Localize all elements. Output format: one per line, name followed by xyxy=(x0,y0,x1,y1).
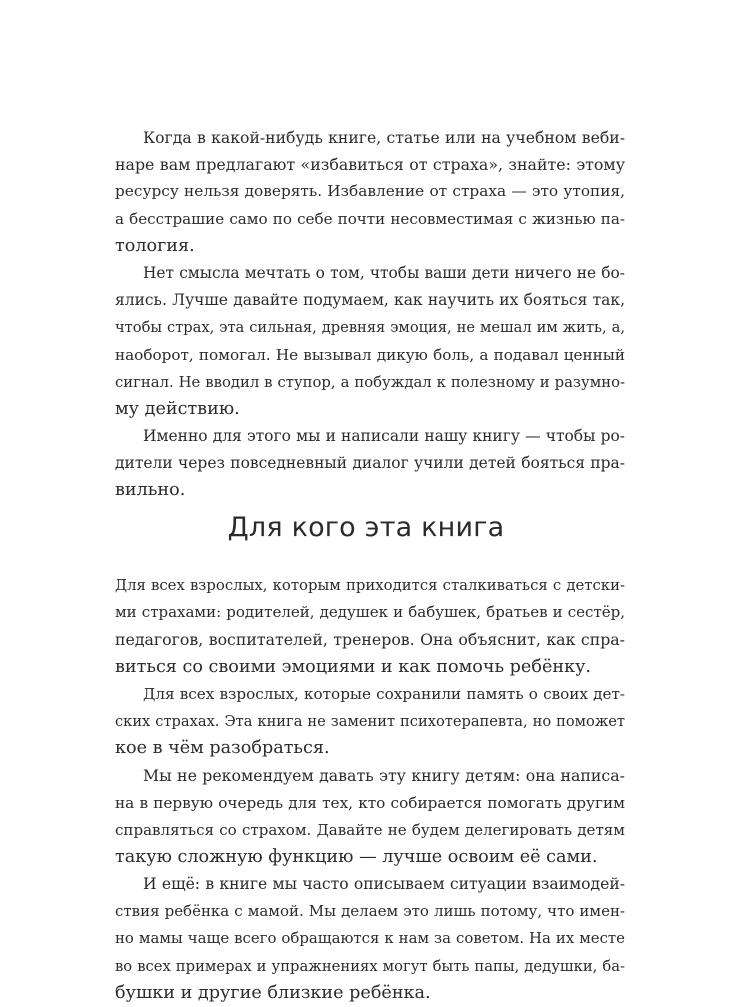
text-line: справляться со страхом. Давайте не будем делегировать детям xyxy=(115,820,625,839)
text-line: вильно. xyxy=(115,480,186,501)
intro-text xyxy=(115,124,625,505)
text-line: Мы не рекомендуем давать эту книгу детям: она написа- xyxy=(143,766,625,786)
text-line: Когда в какой-нибудь книге, статье или на учебном веби- xyxy=(143,128,625,147)
text-line: на в первую очередь для тех, кто собирается помогать другим xyxy=(115,793,625,812)
text-line: дители через повседневный диалог учили детей бояться пра- xyxy=(115,454,625,473)
text-line: ствия ребёнка с мамой. Мы делаем это лишь потому, что имен- xyxy=(115,902,625,921)
text-line: чтобы страх, эта сильная, древняя эмоция, не мешал им жить, а, xyxy=(115,319,625,337)
text-line: наре вам предлагают «избавиться от страха», знайте: этому xyxy=(115,155,625,175)
text-line: Для всех взрослых, которым приходится сталкиваться с детски- xyxy=(115,576,625,594)
text-line: ресурсу нельзя доверять. Избавление от страха — это утопия, xyxy=(115,182,625,201)
text-line: сигнал. Не вводил в ступор, а побуждал к полезному и разумно- xyxy=(115,373,625,391)
text-line: Именно для этого мы и написали нашу книгу — чтобы ро- xyxy=(143,427,625,446)
section-text xyxy=(115,572,625,1007)
text-line: Нет смысла мечтать о том, чтобы ваши дети ничего не бо- xyxy=(143,263,625,282)
text-line: ми страхами: родителей, дедушек и бабушек, братьев и сестёр, xyxy=(115,603,625,622)
text-line: виться со своими эмоциями и как помочь ребёнку. xyxy=(115,656,592,677)
text-line: ских страхах. Эта книга не заменит психотерапевта, но поможет xyxy=(115,712,625,730)
text-line: во всех примерах и упражнениях могут быть папы, дедушки, ба- xyxy=(115,957,625,975)
text-line: ялись. Лучше давайте подумаем, как научить их бояться так, xyxy=(115,291,625,310)
text-line: такую сложную функцию — лучше освоим её сами. xyxy=(115,846,598,867)
text-line: тология. xyxy=(115,235,195,256)
text-line: му действию. xyxy=(115,398,240,419)
text-line: наоборот, помогал. Не вызывал дикую боль, а подавал ценный xyxy=(115,345,625,364)
text-line: кое в чём разобраться. xyxy=(115,738,330,759)
text-line: бушки и другие близкие ребёнка. xyxy=(115,982,431,1003)
text-line: а бесстрашие само по себе почти несовместимая с жизнью па- xyxy=(115,209,625,228)
text-line: И ещё: в книге мы часто описываем ситуации взаимодей- xyxy=(143,875,625,894)
text-line: Для всех взрослых, которые сохранили память о своих дет- xyxy=(143,684,625,703)
text-line: педагогов, воспитателей, тренеров. Она объяснит, как спра- xyxy=(115,630,625,650)
section-heading: Для кого эта книга xyxy=(227,512,505,543)
text-line: но мамы чаще всего обращаются к нам за советом. На их месте xyxy=(115,929,625,948)
